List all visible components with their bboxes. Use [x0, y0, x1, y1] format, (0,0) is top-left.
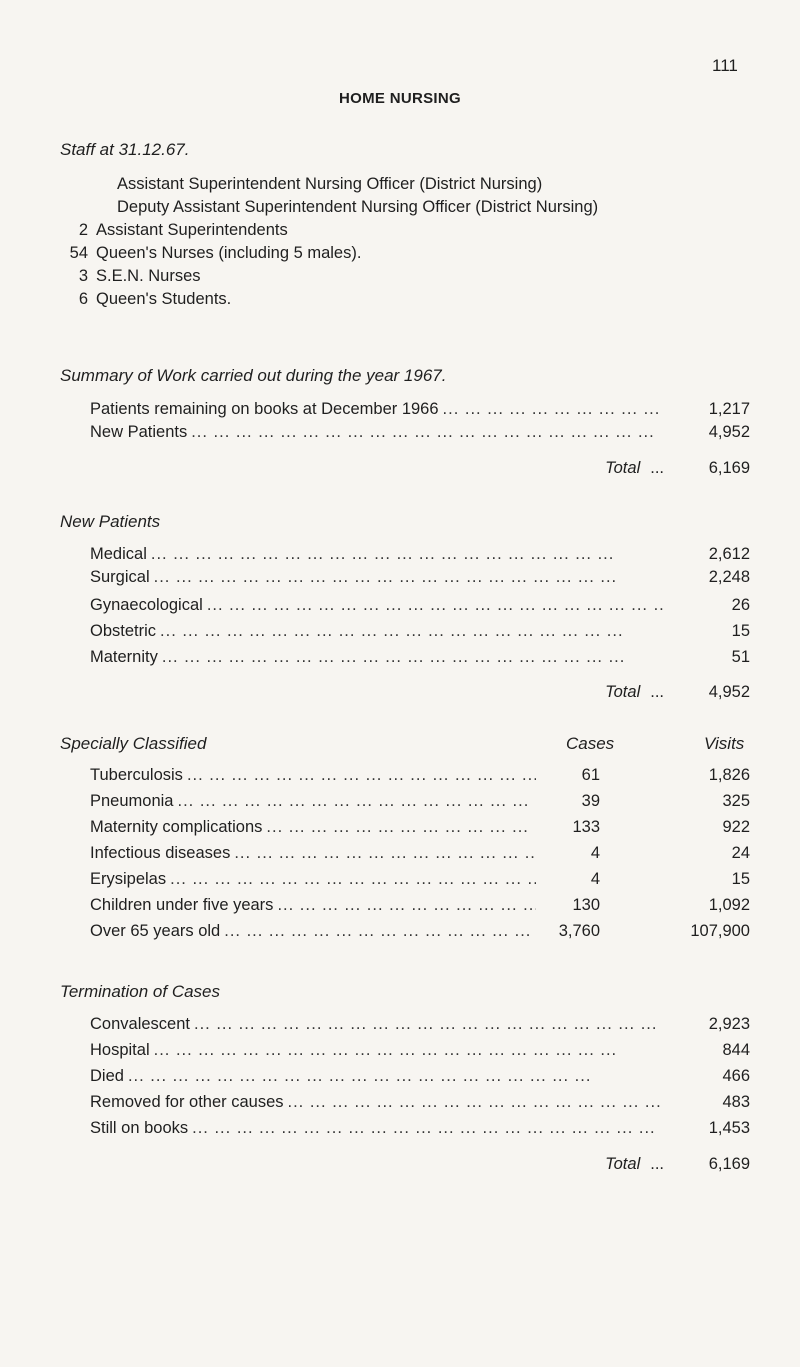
total-label: Total: [605, 683, 641, 701]
termination-row: [90, 1119, 750, 1141]
row-value: 51: [731, 648, 750, 666]
row-label: Infectious diseases: [90, 844, 231, 862]
staff-count: 2: [78, 221, 88, 239]
new-patients-total-row: [440, 683, 750, 705]
cases-value: 61: [581, 766, 600, 784]
row-label: Removed for other causes: [90, 1093, 284, 1111]
visits-value: 922: [722, 818, 750, 836]
row-label: Hospital: [90, 1041, 150, 1059]
staff-count: 54: [69, 244, 88, 262]
cases-value: 4: [590, 844, 600, 862]
staff-count: 3: [78, 267, 88, 285]
leader-dots: [277, 896, 536, 915]
total-label: Total: [605, 1155, 641, 1173]
row-label: Still on books: [90, 1119, 189, 1137]
leader-dots: [160, 622, 666, 641]
new-patients-row: [90, 596, 750, 618]
staff-text: Deputy Assistant Superintendent Nursing Officer (District Nursing): [117, 198, 599, 216]
leader-dots: [128, 1067, 666, 1086]
row-label: Obstetric: [90, 622, 157, 640]
new-patients-row: [90, 622, 750, 644]
visits-value: 15: [731, 870, 750, 888]
total-label: Total: [605, 459, 641, 477]
total-dots: ...: [650, 683, 664, 701]
specially-classified-row: [90, 844, 750, 866]
staff-text: Queen's Students.: [96, 290, 232, 308]
leader-dots: [266, 818, 536, 837]
specially-classified-row: [90, 792, 750, 814]
row-label: Maternity: [90, 648, 158, 666]
summary-row: [90, 400, 750, 422]
leader-dots: [443, 400, 666, 419]
row-label: Erysipelas: [90, 870, 167, 888]
row-value: 2,612: [708, 545, 750, 563]
row-label: Over 65 years old: [90, 922, 221, 940]
leader-dots: [224, 922, 536, 941]
row-label: Patients remaining on books at December 1966: [90, 400, 439, 418]
cases-value: 3,760: [558, 922, 600, 940]
termination-row: [90, 1015, 750, 1037]
row-label: Children under five years: [90, 896, 274, 914]
leader-dots: [207, 596, 666, 615]
row-label: New Patients: [90, 423, 188, 441]
termination-row: [90, 1041, 750, 1063]
staff-count: 6: [78, 290, 88, 308]
staff-text: Assistant Superintendents: [96, 221, 288, 239]
row-value: 1,453: [708, 1119, 750, 1137]
leader-dots: [288, 1093, 666, 1112]
total-dots: ...: [650, 1155, 664, 1173]
visits-value: 325: [722, 792, 750, 810]
leader-dots: [162, 648, 666, 667]
new-patients-row: [90, 568, 750, 590]
visits-value: 24: [731, 844, 750, 862]
row-value: 4,952: [708, 423, 750, 441]
total-value: 4,952: [708, 683, 750, 701]
staff-text: Assistant Superintendent Nursing Officer (District Nursing): [117, 175, 543, 193]
staff-line: [58, 219, 288, 241]
row-value: 1,217: [708, 400, 750, 418]
staff-line: [117, 173, 542, 195]
row-label: Tuberculosis: [90, 766, 183, 784]
row-label: Maternity complications: [90, 818, 263, 836]
cases-column-header: Cases: [566, 734, 615, 753]
summary-heading: Summary of Work carried out during the year 1967.: [60, 366, 447, 385]
staff-line: [58, 242, 361, 264]
leader-dots: [187, 766, 536, 785]
row-value: 26: [731, 596, 750, 614]
staff-text: Queen's Nurses (including 5 males).: [96, 244, 362, 262]
row-value: 15: [731, 622, 750, 640]
staff-line: [117, 196, 598, 218]
row-label: Gynaecological: [90, 596, 203, 614]
cases-value: 39: [581, 792, 600, 810]
leader-dots: [194, 1015, 666, 1034]
staff-line: [58, 265, 201, 287]
specially-classified-row: [90, 870, 750, 892]
row-label: Surgical: [90, 568, 150, 586]
page-number: 111: [712, 56, 738, 75]
termination-total-row: [440, 1155, 750, 1177]
leader-dots: [234, 844, 536, 863]
row-value: 483: [722, 1093, 750, 1111]
staff-text: S.E.N. Nurses: [96, 267, 201, 285]
visits-value: 1,092: [708, 896, 750, 914]
new-patients-row: [90, 648, 750, 670]
row-label: Pneumonia: [90, 792, 174, 810]
specially-classified-row: [90, 818, 750, 840]
visits-column-header: Visits: [704, 734, 745, 753]
new-patients-row: [90, 545, 750, 567]
cases-value: 4: [590, 870, 600, 888]
termination-row: [90, 1067, 750, 1089]
total-dots: ...: [650, 459, 664, 477]
leader-dots: [177, 792, 536, 811]
termination-heading: Termination of Cases: [60, 982, 221, 1001]
total-value: 6,169: [708, 1155, 750, 1173]
leader-dots: [151, 545, 666, 564]
leader-dots: [154, 1041, 666, 1060]
cases-value: 130: [572, 896, 600, 914]
leader-dots: [154, 568, 666, 587]
row-value: 844: [722, 1041, 750, 1059]
row-value: 2,923: [708, 1015, 750, 1033]
specially-classified-row: [90, 896, 750, 918]
specially-classified-row: [90, 922, 750, 944]
summary-row: [90, 423, 750, 445]
page-title: HOME NURSING: [339, 90, 461, 107]
staff-heading: Staff at 31.12.67.: [60, 140, 190, 159]
leader-dots: [191, 423, 666, 442]
cases-value: 133: [572, 818, 600, 836]
specially-classified-heading: Specially Classified: [60, 734, 207, 753]
total-value: 6,169: [708, 459, 750, 477]
row-label: Convalescent: [90, 1015, 190, 1033]
leader-dots: [170, 870, 536, 889]
leader-dots: [192, 1119, 666, 1138]
specially-classified-row: [90, 766, 750, 788]
new-patients-heading: New Patients: [60, 512, 161, 531]
visits-value: 107,900: [690, 922, 750, 940]
visits-value: 1,826: [708, 766, 750, 784]
row-value: 2,248: [708, 568, 750, 586]
staff-line: [58, 288, 231, 310]
termination-row: [90, 1093, 750, 1115]
summary-total-row: [440, 459, 750, 481]
row-value: 466: [722, 1067, 750, 1085]
row-label: Medical: [90, 545, 147, 563]
row-label: Died: [90, 1067, 124, 1085]
